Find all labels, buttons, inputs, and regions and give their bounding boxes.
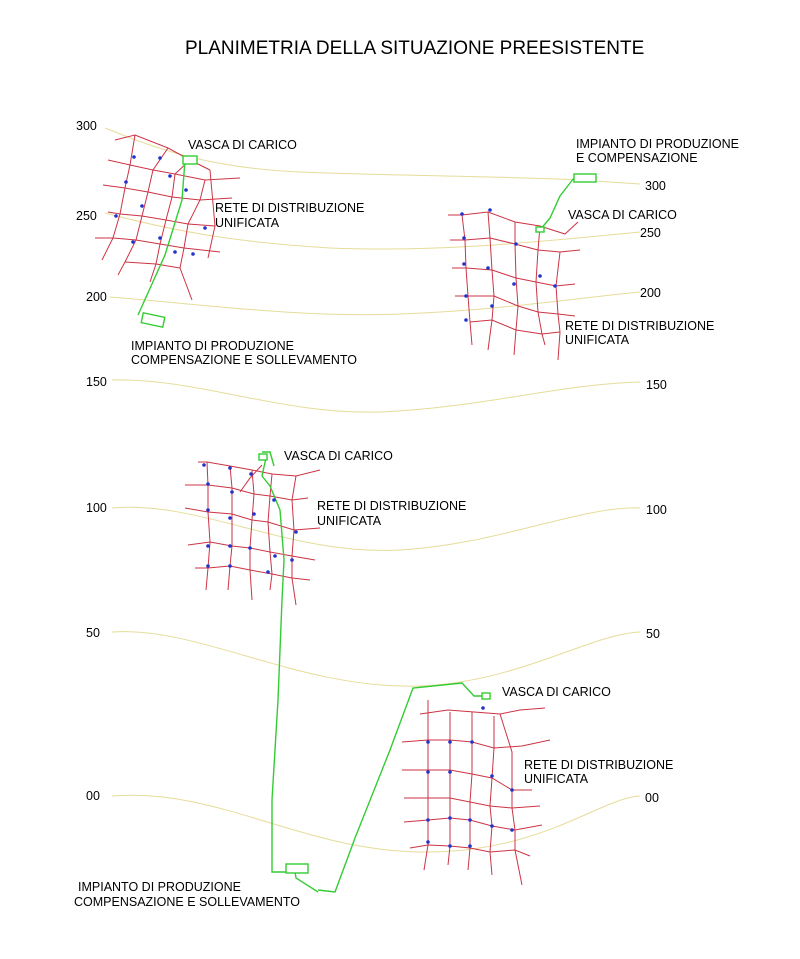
elev-label-200-right: 200 [640,286,661,300]
label-impianto-top-right-line2: E COMPENSAZIONE [576,151,698,165]
contour-200 [110,292,640,315]
label-impianto-top-left-line1: IMPIANTO DI PRODUZIONE [131,339,294,353]
label-rete-top-left-line2: UNIFICATA [215,216,280,230]
label-vasca-di-carico-top-right: VASCA DI CARICO [568,208,677,222]
label-rete-bottom-right-line2: UNIFICATA [524,772,589,786]
label-rete-middle-line2: UNIFICATA [317,514,382,528]
elev-label-300-right: 300 [645,179,666,193]
contour-lines [105,128,640,852]
label-impianto-top-left-line2: COMPENSAZIONE E SOLLEVAMENTO [131,353,357,367]
contour-00 [112,795,640,852]
elev-label-00-right: 00 [645,791,659,805]
elev-label-200-left: 200 [86,290,107,304]
elev-label-150-right: 150 [646,378,667,392]
label-rete-middle-line1: RETE DI DISTRIBUZIONE [317,499,467,513]
elev-label-50-right: 50 [646,627,660,641]
label-impianto-top-right-line1: IMPIANTO DI PRODUZIONE [576,137,739,151]
distribution-network-middle-left [185,452,320,872]
label-rete-bottom-right-line1: RETE DI DISTRIBUZIONE [524,758,674,772]
label-vasca-di-carico-top-left: VASCA DI CARICO [188,138,297,152]
elev-label-250-right: 250 [640,226,661,240]
distribution-network-top-left [95,135,240,327]
elev-label-100-left: 100 [86,501,107,515]
elev-label-150-left: 150 [86,375,107,389]
distribution-network-bottom-right [286,683,550,892]
contour-250 [105,213,640,249]
label-rete-top-right-line2: UNIFICATA [565,333,630,347]
contour-150 [112,380,640,412]
label-impianto-bottom-left-line2: COMPENSAZIONE E SOLLEVAMENTO [74,895,300,909]
elev-label-250-left: 250 [76,209,97,223]
label-impianto-bottom-left-line1: IMPIANTO DI PRODUZIONE [78,880,241,894]
elev-label-300-left: 300 [76,119,97,133]
label-rete-top-right-line1: RETE DI DISTRIBUZIONE [565,319,715,333]
elev-label-00-left: 00 [86,789,100,803]
contour-50 [112,632,640,687]
drawing-title: PLANIMETRIA DELLA SITUAZIONE PREESISTENTE [185,38,645,59]
elev-label-50-left: 50 [86,626,100,640]
label-rete-top-left-line1: RETE DI DISTRIBUZIONE [215,201,365,215]
label-vasca-di-carico-middle: VASCA DI CARICO [284,449,393,463]
elev-label-100-right: 100 [646,503,667,517]
label-vasca-di-carico-bottom-right: VASCA DI CARICO [502,685,611,699]
